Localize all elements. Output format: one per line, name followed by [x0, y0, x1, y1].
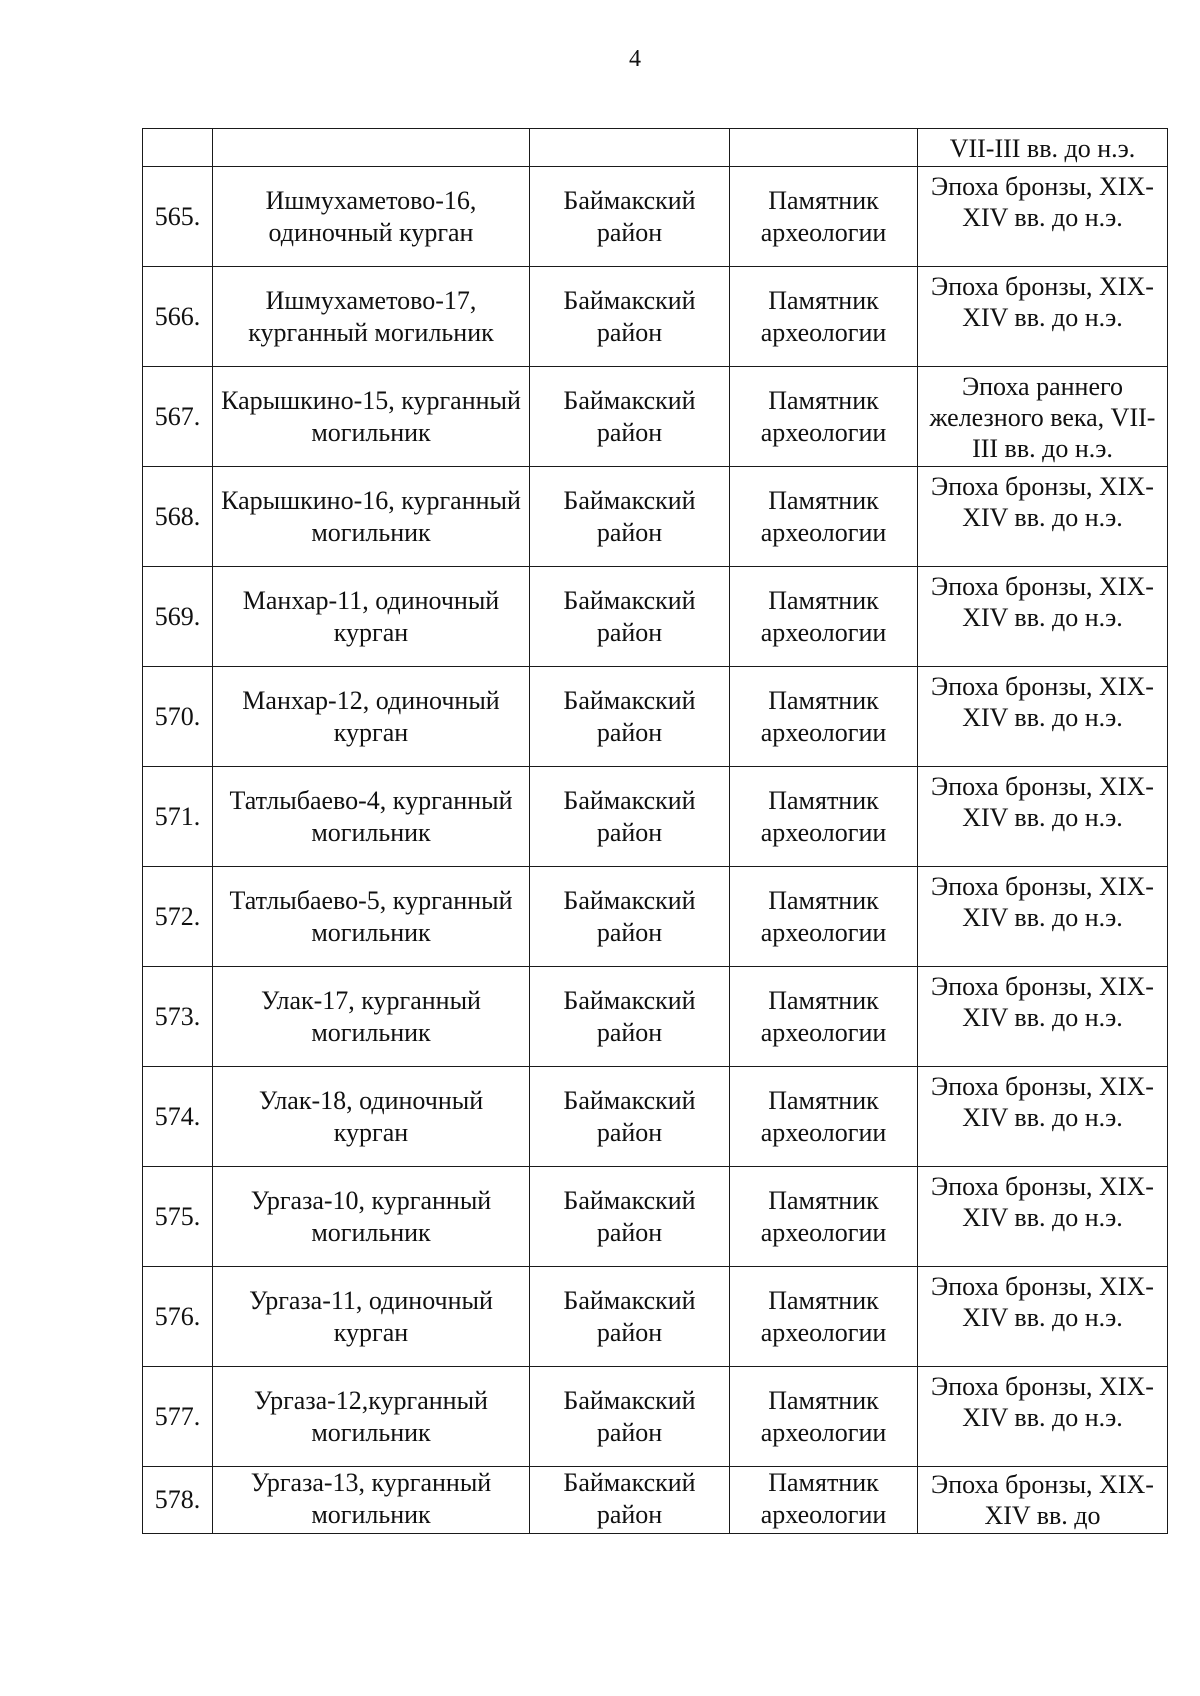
cell-category: Памятник археологии — [730, 467, 918, 567]
cell-object-name: Ургаза-10, курганный могильник — [213, 1167, 530, 1267]
cell-period: Эпоха бронзы, XIX-XIV вв. до н.э. — [918, 867, 1168, 967]
cell-object-name: Ургаза-11, одиночный курган — [213, 1267, 530, 1367]
cell-category: Памятник археологии — [730, 167, 918, 267]
cell-period: Эпоха бронзы, XIX-XIV вв. до н.э. — [918, 767, 1168, 867]
cell-number: 577. — [143, 1367, 213, 1467]
cell-category: Памятник археологии — [730, 1367, 918, 1467]
cell-category: Памятник археологии — [730, 1067, 918, 1167]
cell-district: Баймакский район — [530, 367, 730, 467]
cell-period: Эпоха бронзы, XIX-XIV вв. до н.э. — [918, 1167, 1168, 1267]
cell-number: 570. — [143, 667, 213, 767]
cell-category: Памятник археологии — [730, 667, 918, 767]
cell-category-empty — [730, 129, 918, 167]
cell-category: Памятник археологии — [730, 1467, 918, 1534]
cell-name-empty — [213, 129, 530, 167]
cell-period: Эпоха бронзы, XIX-XIV вв. до н.э. — [918, 667, 1168, 767]
heritage-register-table — [142, 128, 1168, 1534]
cell-num-empty — [143, 129, 213, 167]
cell-district-empty — [530, 129, 730, 167]
cell-category: Памятник археологии — [730, 1267, 918, 1367]
cell-district: Баймакский район — [530, 767, 730, 867]
cell-number: 572. — [143, 867, 213, 967]
cell-district: Баймакский район — [530, 1167, 730, 1267]
cell-district: Баймакский район — [530, 167, 730, 267]
cell-object-name: Улак-18, одиночный курган — [213, 1067, 530, 1167]
cell-number: 568. — [143, 467, 213, 567]
table-row — [143, 767, 1168, 867]
table-row — [143, 667, 1168, 767]
cell-object-name: Карышкино-15, курганный могильник — [213, 367, 530, 467]
cell-category: Памятник археологии — [730, 367, 918, 467]
cell-object-name: Ургаза-12,курганный могильник — [213, 1367, 530, 1467]
table-row — [143, 167, 1168, 267]
cell-object-name: Ишмухаметово-17, курганный могильник — [213, 267, 530, 367]
cell-period: Эпоха бронзы, XIX-XIV вв. до н.э. — [918, 567, 1168, 667]
cell-district: Баймакский район — [530, 867, 730, 967]
table-row — [143, 467, 1168, 567]
cell-number: 574. — [143, 1067, 213, 1167]
cell-period: Эпоха бронзы, XIX-XIV вв. до н.э. — [918, 267, 1168, 367]
cell-category: Памятник археологии — [730, 767, 918, 867]
cell-number: 567. — [143, 367, 213, 467]
cell-object-name: Ишмухаметово-16, одиночный курган — [213, 167, 530, 267]
continuation-row — [143, 129, 1168, 167]
cell-object-name: Манхар-11, одиночный курган — [213, 567, 530, 667]
cell-period: Эпоха бронзы, XIX-XIV вв. до н.э. — [918, 167, 1168, 267]
table-row — [143, 867, 1168, 967]
table-row — [143, 1067, 1168, 1167]
cell-number: 571. — [143, 767, 213, 867]
cell-district: Баймакский район — [530, 1467, 730, 1534]
table-row — [143, 1467, 1168, 1534]
cell-number: 565. — [143, 167, 213, 267]
cell-period: Эпоха бронзы, XIX-XIV вв. до н.э. — [918, 967, 1168, 1067]
table-row — [143, 1267, 1168, 1367]
table-row — [143, 1167, 1168, 1267]
cell-number: 578. — [143, 1467, 213, 1534]
page-number: 4 — [629, 46, 641, 72]
cell-object-name: Татлыбаево-5, курганный могильник — [213, 867, 530, 967]
cell-object-name: Улак-17, курганный могильник — [213, 967, 530, 1067]
table-row — [143, 967, 1168, 1067]
cell-district: Баймакский район — [530, 467, 730, 567]
cell-category: Памятник археологии — [730, 267, 918, 367]
cell-category: Памятник археологии — [730, 1167, 918, 1267]
table-row — [143, 1367, 1168, 1467]
cell-period: Эпоха раннего железного века, VII-III вв. до н.э. — [918, 367, 1168, 467]
table-row — [143, 267, 1168, 367]
cell-district: Баймакский район — [530, 1067, 730, 1167]
cell-district: Баймакский район — [530, 967, 730, 1067]
cell-category: Памятник археологии — [730, 567, 918, 667]
cell-object-name: Карышкино-16, курганный могильник — [213, 467, 530, 567]
cell-object-name: Татлыбаево-4, курганный могильник — [213, 767, 530, 867]
cell-object-name: Ургаза-13, курганный могильник — [213, 1467, 530, 1534]
cell-district: Баймакский район — [530, 667, 730, 767]
table-row — [143, 567, 1168, 667]
cell-period: VII-III вв. до н.э. — [918, 129, 1168, 167]
cell-number: 573. — [143, 967, 213, 1067]
cell-category: Памятник археологии — [730, 867, 918, 967]
table-row — [143, 367, 1168, 467]
cell-number: 575. — [143, 1167, 213, 1267]
cell-district: Баймакский район — [530, 567, 730, 667]
cell-number: 569. — [143, 567, 213, 667]
cell-number: 576. — [143, 1267, 213, 1367]
cell-district: Баймакский район — [530, 1267, 730, 1367]
cell-period: Эпоха бронзы, XIX-XIV вв. до н.э. — [918, 1067, 1168, 1167]
cell-period: Эпоха бронзы, XIX-XIV вв. до н.э. — [918, 467, 1168, 567]
cell-number: 566. — [143, 267, 213, 367]
cell-object-name: Манхар-12, одиночный курган — [213, 667, 530, 767]
cell-category: Памятник археологии — [730, 967, 918, 1067]
cell-period: Эпоха бронзы, XIX-XIV вв. до — [918, 1467, 1168, 1534]
cell-district: Баймакский район — [530, 1367, 730, 1467]
cell-district: Баймакский район — [530, 267, 730, 367]
cell-period: Эпоха бронзы, XIX-XIV вв. до н.э. — [918, 1367, 1168, 1467]
cell-period: Эпоха бронзы, XIX-XIV вв. до н.э. — [918, 1267, 1168, 1367]
